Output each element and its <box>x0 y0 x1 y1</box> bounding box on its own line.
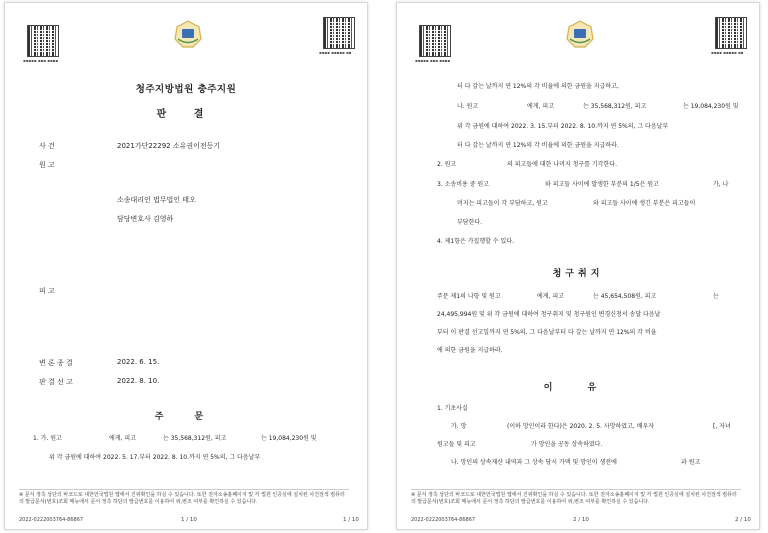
claim1-a: 주문 제1의 나항 및 원고 <box>437 293 501 300</box>
barcode-caption: ▪▪▪▪▪ ▪▪▪ ▪▪▪▪ <box>23 58 59 63</box>
item3-line3: 부담한다. <box>457 219 483 226</box>
basic-facts-heading: 1. 기초사실 <box>437 405 468 412</box>
claim1-d: 는 <box>713 293 719 300</box>
item3-line2-b: 와 피고들 사이에 생긴 부분은 피고들이 <box>593 200 696 207</box>
verification-footer: ※ 문서 정측 상단의 바코드로 대한민국법원 앱에서 진위확인을 하실 수 있습니다. 또한 전자소송홈페이지 및 각 법원 인증실에 설치된 사건검색 컴퓨터의 발급문서(번호)조회 메뉴에서 문서 정측 하단의 발급번호를 이용하여 위,변조 여부를 확인하실 수 있습니다. <box>19 489 349 505</box>
judgment-page-2 <box>396 2 760 530</box>
p2-line2-c: 는 35,568,312원, 피고 <box>583 103 647 110</box>
reason-heading: 이 유 <box>543 383 613 393</box>
page-number-right: 1 / 10 <box>343 517 359 523</box>
order-line1-b: 에게, 피고 <box>109 435 136 442</box>
order-heading: 주 문 <box>154 412 218 422</box>
close-date: 2022. 6. 15. <box>117 358 160 366</box>
claim-heading: 청구취지 <box>552 269 604 279</box>
claim4: 에 의한 금원을 지급하라. <box>437 347 503 354</box>
item2-a: 2. 원고 <box>437 161 457 168</box>
counsel-name: 소송대리인 법무법인 태오 <box>117 196 196 204</box>
item3-line2-a: 머지는 피고들이 각 부담하고, 원고 <box>457 200 548 207</box>
qr-code-icon <box>715 17 747 49</box>
page-number-right: 2 / 10 <box>735 517 751 523</box>
item3-b: 와 피고들 사이에 발생한 부분의 1/5은 원고 <box>545 181 659 188</box>
fact1-b: (이하 망인이라 한다)은 2020. 2. 5. 사망하였고, 배우자 <box>507 423 655 430</box>
fact2-a: 원고들 및 피고 <box>437 441 476 448</box>
plaintiff-label: 원 고 <box>39 161 55 169</box>
claim1-c: 는 45,654,508원, 피고 <box>593 293 657 300</box>
issue-number: 2022-0222003764-86867 <box>19 517 84 523</box>
barcode-caption: ▪▪▪▪▪ ▪▪▪ ▪▪▪▪ <box>415 58 451 63</box>
verification-footer: ※ 문서 정측 상단의 바코드로 대한민국법원 앱에서 진위확인을 하실 수 있습니다. 또한 전자소송홈페이지 및 각 법원 인증실에 설치된 사건검색 컴퓨터의 발급문서(번호)조회 메뉴에서 문서 정측 하단의 발급번호를 이용하여 위,변조 여부를 확인하실 수 있습니다. <box>411 489 741 505</box>
p2-line3: 위 각 금원에 대하여 2022. 3. 15.부터 2022. 8. 10.까지 연 5%의, 그 다음날부 <box>457 123 669 130</box>
claim2: 24,495,994원 및 위 각 금원에 대하여 청구취지 및 청구원인 변경신청서 송달 다음날 <box>437 311 661 318</box>
fact3-b: 과 원고 <box>681 459 701 466</box>
page-number: 1 / 10 <box>181 517 197 523</box>
judgment-page-1 <box>4 2 368 530</box>
order-line1-c: 는 35,568,312원, 피고 <box>163 435 227 442</box>
close-label: 변 론 종 결 <box>39 359 73 367</box>
court-name: 청주지방법원 충주지원 <box>135 84 237 95</box>
fact2-b: 가 망인을 공동 상속하였다. <box>531 441 603 448</box>
case-label: 사 건 <box>39 142 55 150</box>
defendant-label: 피 고 <box>39 287 55 295</box>
p2-line2-b: 에게, 피고 <box>527 103 554 110</box>
qr-caption: ▪▪▪▪ ▪▪▪▪▪ ▪▪ <box>711 50 744 55</box>
p2-line2-d: 는 19,084,230원 및 <box>683 103 739 110</box>
barcode-icon <box>419 25 451 57</box>
barcode-icon <box>27 25 59 57</box>
order-line1-d: 는 19,084,230원 및 <box>261 435 317 442</box>
order-line2: 위 각 금원에 대하여 2022. 5. 17.부터 2022. 8. 10.까지 연 5%의, 그 다음날부 <box>49 454 261 461</box>
fact1-c: [, 자녀 <box>713 423 731 430</box>
issue-number: 2022-0222003764-86867 <box>411 517 476 523</box>
qr-caption: ▪▪▪▪ ▪▪▪▪▪ ▪▪ <box>319 50 352 55</box>
item2-b: 의 피고들에 대한 나머지 청구를 기각한다. <box>507 161 617 168</box>
item3-a: 3. 소송비용 중 원고 <box>437 181 490 188</box>
item4: 4. 제1항은 가집행할 수 있다. <box>437 238 515 245</box>
document-title: 판 결 <box>156 109 216 120</box>
item3-c: 가, 나 <box>713 181 729 188</box>
order-line1-a: 1. 가. 원고 <box>33 435 62 442</box>
claim3: 부터 이 판결 선고일까지 연 5%의, 그 다음날부터 다 갚는 날까지 연 12%의 각 비율 <box>437 329 657 336</box>
fact3-a: 나. 망인의 상속재산 내역과 그 상속 당시 가액 및 망인이 생전에 <box>451 459 617 466</box>
court-emblem-icon <box>173 19 203 49</box>
p2-line2-a: 나. 원고 <box>457 103 479 110</box>
claim1-b: 에게, 피고 <box>537 293 564 300</box>
attorney-name: 담당변호사 김영하 <box>117 215 174 223</box>
judgment-date: 2022. 8. 10. <box>117 377 160 385</box>
page-number: 2 / 10 <box>573 517 589 523</box>
p2-line1: 터 다 갚는 날까지 연 12%의 각 비율에 의한 금원을 지급하고, <box>457 83 619 90</box>
case-value: 2021가단22292 소유권이전등기 <box>117 142 221 150</box>
fact1-a: 가. 망 <box>451 423 467 430</box>
judgment-label: 판 결 선 고 <box>39 378 73 386</box>
qr-code-icon <box>323 17 355 49</box>
p2-line4: 터 다 갚는 날까지 연 12%의 각 비율에 의한 금원을 지급하라. <box>457 142 619 149</box>
court-emblem-icon <box>565 19 595 49</box>
